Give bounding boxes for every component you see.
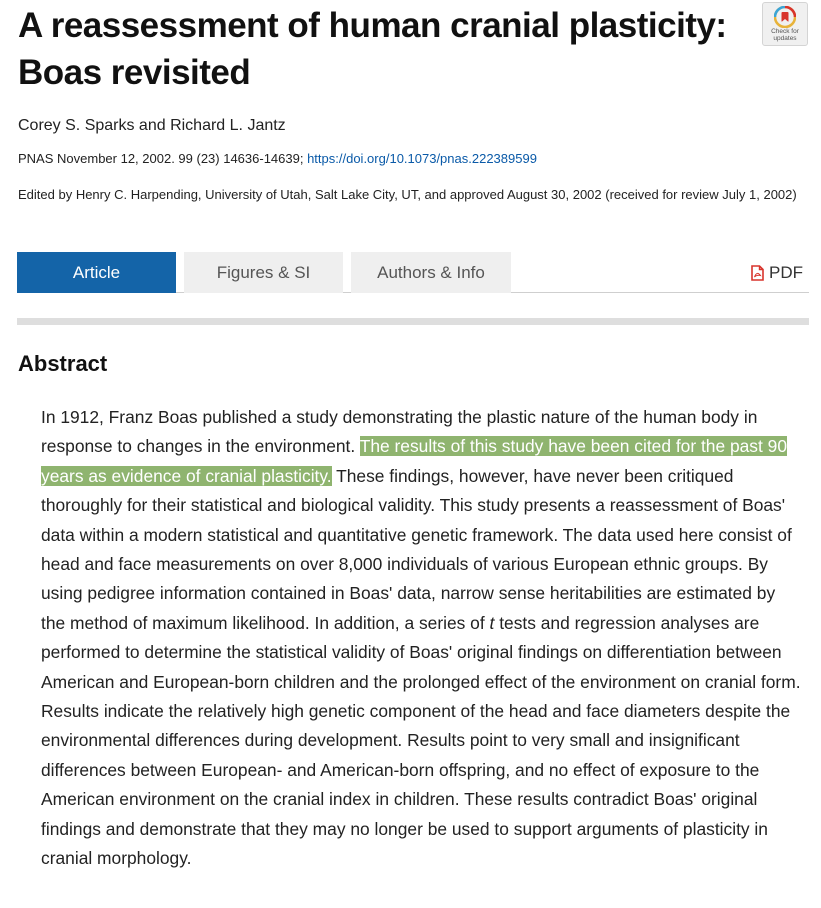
italic-t: t — [489, 612, 495, 633]
abstract-text — [41, 403, 801, 874]
article-tabs — [17, 252, 809, 293]
tab-figures-si[interactable]: Figures & SI — [184, 252, 343, 293]
abstract-heading: Abstract — [18, 351, 108, 376]
check-for-updates-label: Check for updates — [771, 28, 799, 42]
citation-line — [18, 149, 537, 169]
tab-article[interactable]: Article — [17, 252, 176, 293]
pdf-label: PDF — [769, 262, 803, 282]
editor-note: Edited by Henry C. Harpending, University of Utah, Salt Lake City, UT, and approved August 30, 2002 (received for review July 1, 2002) — [18, 187, 797, 202]
pdf-file-icon — [751, 265, 764, 281]
author-list: Corey S. Sparks and Richard L. Jantz — [18, 117, 286, 134]
article-title: A reassessment of human cranial plasticity: Boas revisited — [18, 6, 727, 92]
pdf-download-link[interactable] — [751, 252, 803, 293]
section-divider — [17, 318, 809, 325]
check-for-updates-button[interactable] — [762, 2, 808, 46]
abstract-part-2: These findings, however, have never been critiqued thoroughly for their statistical and biological validity. This study presents a reassessment of Boas' data within a modern statistical and quantitative genetic framework. The data used here consist of head and face measurements on over 8,000 individuals of various European ethnic groups. By using pedigree information contained in Boas' data, narrow sense heritabilities are estimated by the method of maximum likelihood. In addition, a series of — [41, 465, 792, 633]
doi-link[interactable]: https://doi.org/10.1073/pnas.222389599 — [307, 151, 537, 166]
check-for-updates-icon — [774, 6, 796, 28]
abstract-part-3: tests and regression analyses are performed to determine the statistical validity of Boas' original findings on differentiation between American and European-born children and the prolonged effect of the environment on cranial form. Results indicate the relatively high genetic component of the head and face diameters despite the environmental differences during development. Results point to very small and insignificant differences between European- and American-born offspring, and no effect of exposure to the American environment on the cranial index in children. These results contradict Boas' original findings and demonstrate that they may no longer be used to support arguments of plasticity in cranial morphology. — [41, 612, 801, 869]
tab-authors-info[interactable]: Authors & Info — [351, 252, 511, 293]
citation-text: PNAS November 12, 2002. 99 (23) 14636-14639; — [18, 151, 308, 166]
abstract-part-1: In 1912, Franz Boas published a study demonstrating the plastic nature of the human body in response to changes in the environment. — [41, 407, 758, 457]
highlighted-sentence: The results of this study have been cited for the past 90 years as evidence of cranial plasticity. — [41, 436, 788, 486]
